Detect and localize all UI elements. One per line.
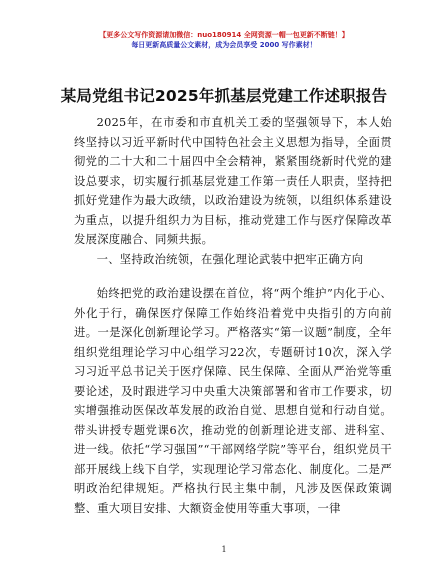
intro-paragraph-block xyxy=(74,113,392,250)
promo-banner-line-1: 【更多公文写作资源请加微信：nuo180914 全网资源一帽一包更新不断链！】 xyxy=(99,31,349,39)
document-title: 某局党组书记2025年抓基层党建工作述职报告 xyxy=(60,87,388,105)
promo-banner-line-2: 每日更新高质量公文素材，成为会员享受 2000 写作素材！ xyxy=(131,41,317,49)
section-1-paragraph: 始终把党的政治建设摆在首位，将“两个维护”内化于心、外化于行，确保医疗保障工作始终沿着党中央指引的方向前进。一是深化创新理论学习。严格落实“第一议题”制度，全年组织党组理论学习中心组学习22次，专题研讨10次，深入学习习近平总书记关于医疗保障、民生保障、全面从严治党等重要论述，及时跟进学习中央重大决策部署和省市工作要求，切实增强推动医保改革发展的政治自觉、思想自觉和行动自觉。带头讲授专题党课6次，推动党的创新理论进支部、进科室、进一线。依托“学习强国”“干部网络学院”等平台，组织党员干部开展线上线下自学，实现理论学习常态化、制度化。二是严明政治纪律规矩。严格执行民主集中制，凡涉及医保政策调整、重大项目安排、大额资金使用等重大事项，一律 xyxy=(74,287,392,515)
page-number: 1 xyxy=(221,545,227,554)
intro-paragraph: 2025年，在市委和市直机关工委的坚强领导下，本人始终坚持以习近平新时代中国特色社会主义思想为指导，全面贯彻党的二十大和二十届四中全会精神，紧紧围绕新时代党的建设总要求，切实履行抓基层党建工作第一责任人职责，坚持把抓好党建作为最大政绩，以政治建设为统领，以组织体系建设为重点，以提升组织力为目标，推动党建工作与医疗保障改革发展深度融合、同频共振。 xyxy=(74,116,392,246)
section-1-heading: 一、坚持政治统领，在强化理论武装中把牢正确方向 xyxy=(96,253,364,266)
section-1-paragraph-block xyxy=(74,284,392,518)
